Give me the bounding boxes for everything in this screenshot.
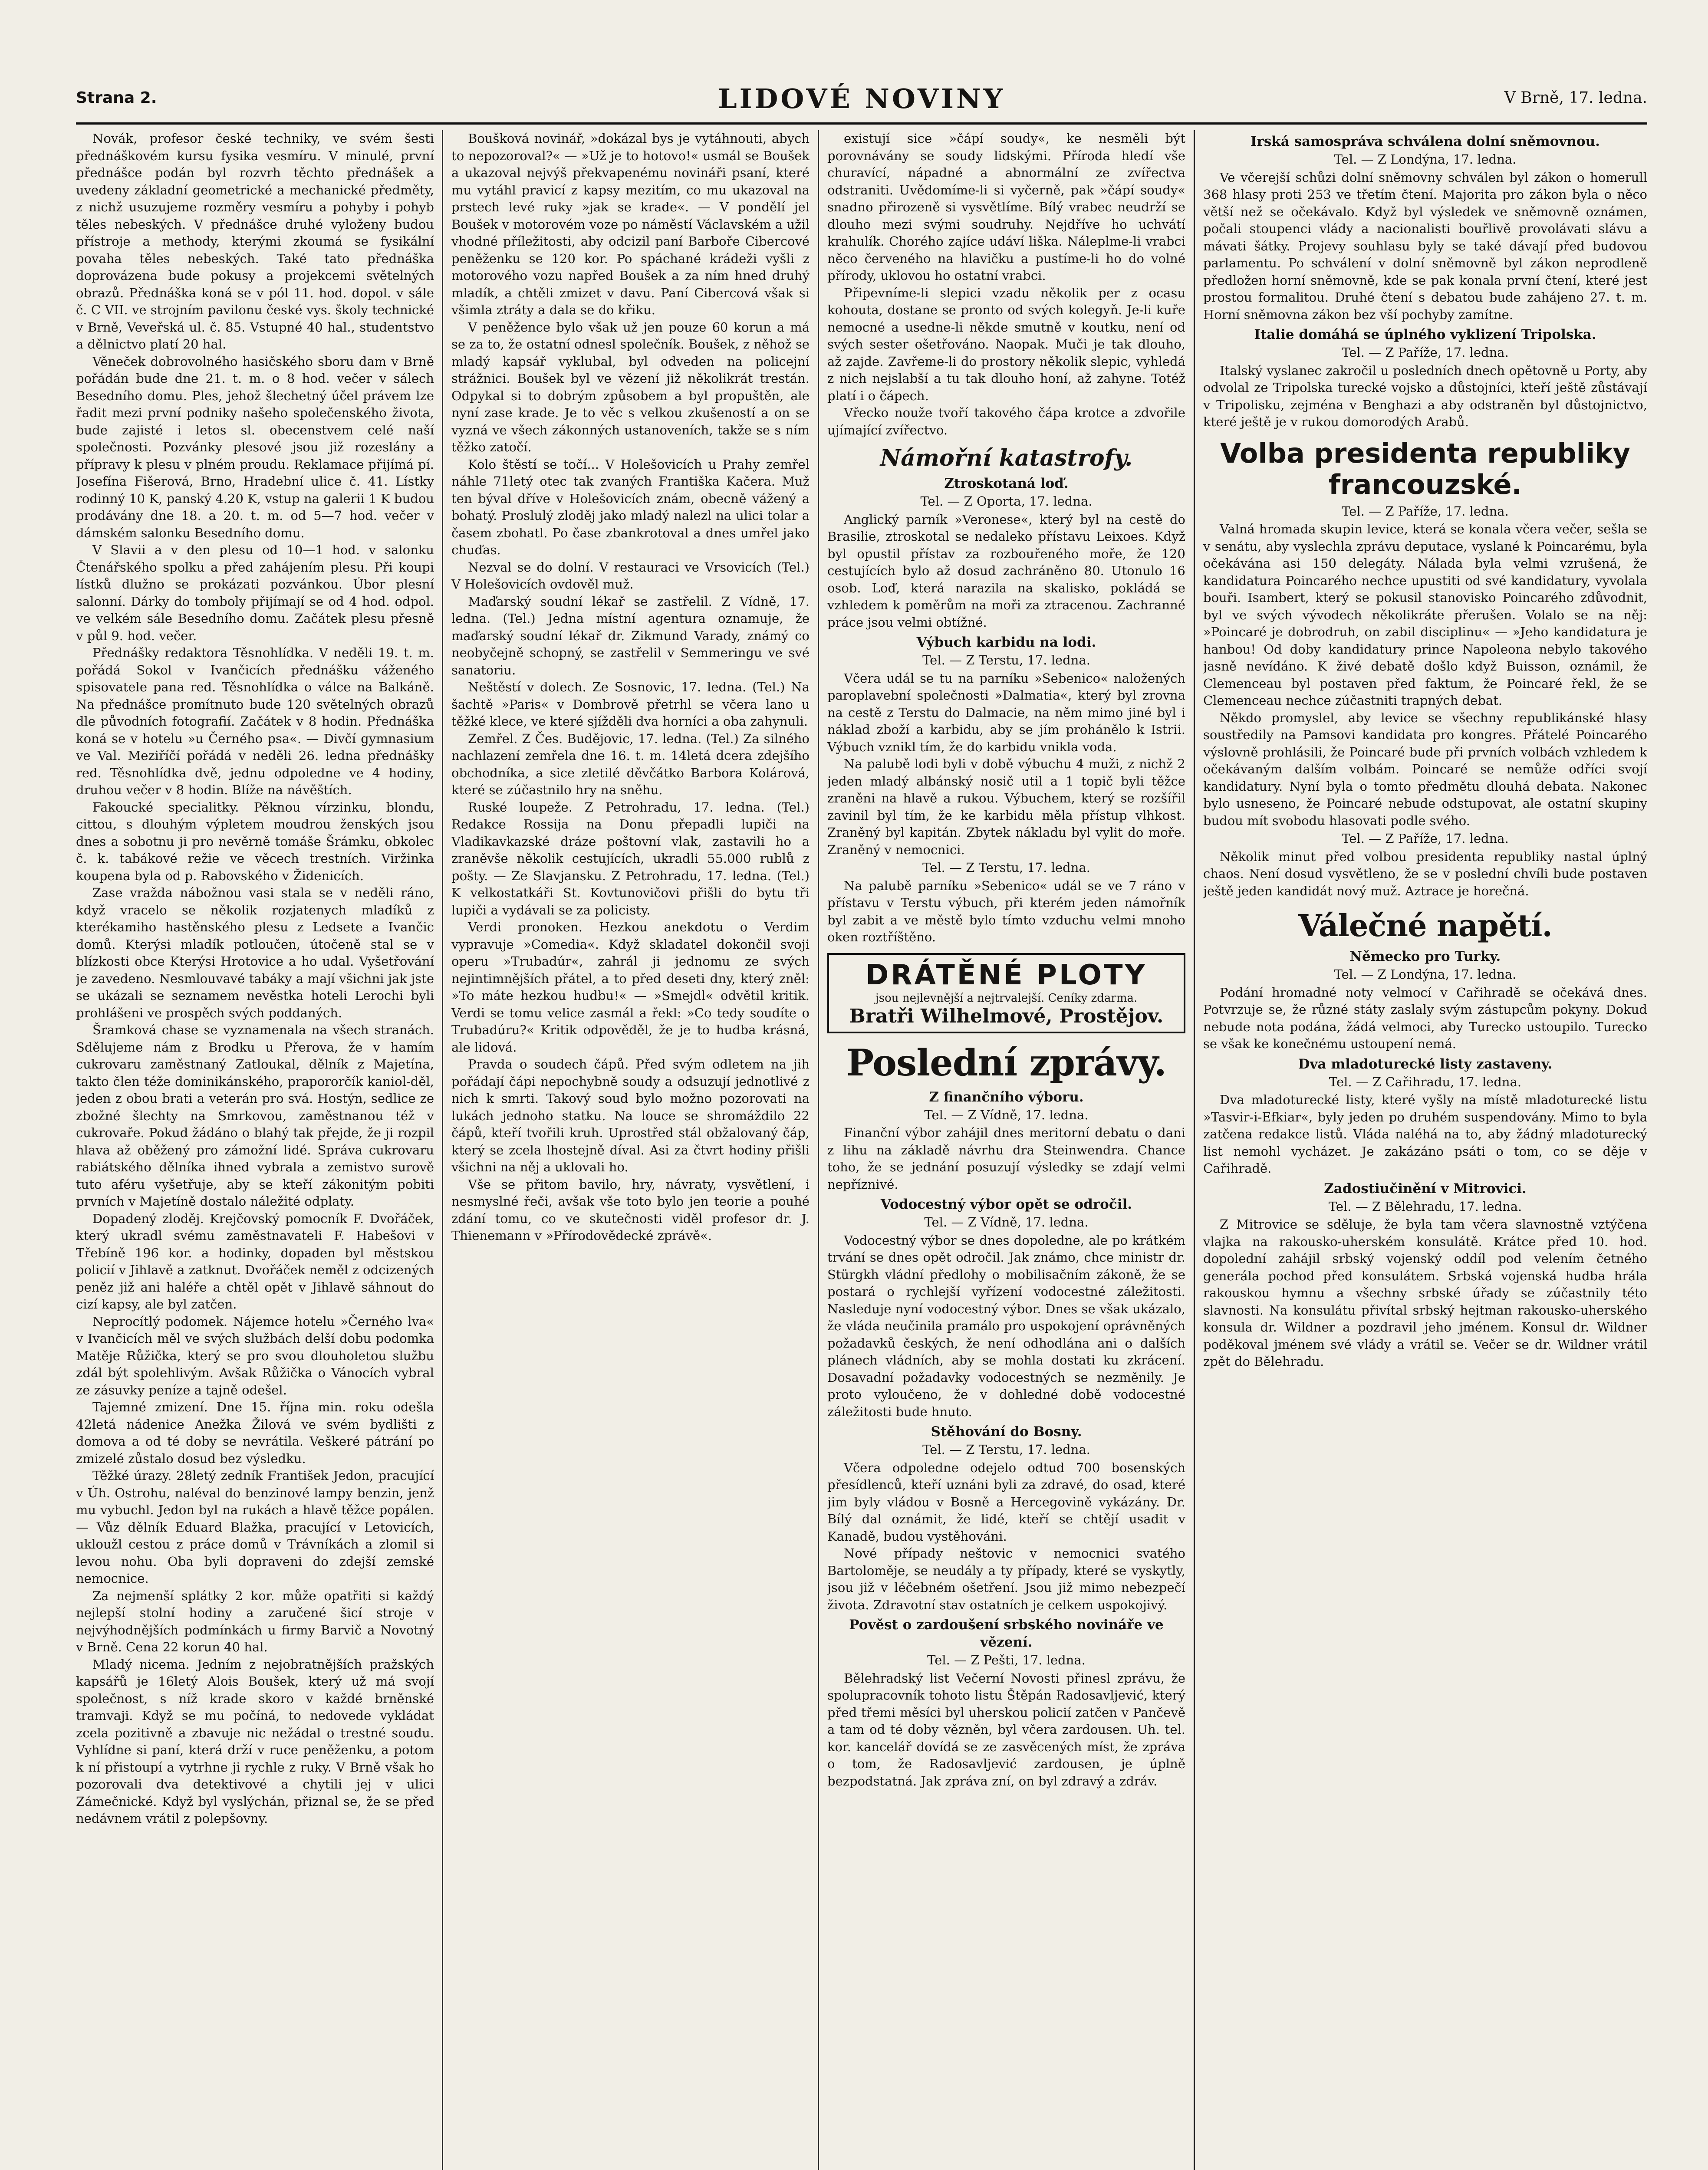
article-paragraph: Novák, profesor české techniky, ve svém šesti přednáškovém kursu fysika vesmíru. V minulé, první přednášce podán byl rozvrh těchto přednášek a uvedeny základní geometrické a mechanické předměty, z nichž usuzujeme rozměry vesmíru a pohyby i pohyb těles nebeských. V přednášce druhé vyloženy budou přístroje a methody, kterými zkoumá se fysikální povaha těles nebeských. Také tato přednáška doprovázena bude pokusy a projekcemi světelných obrazů. Přednáška koná se v pól 11. hod. dopol. v sále č. C VII. ve strojním pavilonu české vys. školy technické v Brně, Veveřská ul. č. 85. Vstupné 40 hal., studentstvo a dělnictvo platí 20 hal. [76,131,434,352]
article-paragraph: Zase vražda nábožnou vasi stala se v neděli ráno, když vracelo se několik rozjatenych mladíků z kterékamiho hastěnského plesu z Ledsete a Ivančic domů. Kterýsi mladík potloučen, útočeně stal se v blízkosti obce Kterýsi Hrotovice a ho udal. Vyšetřování je zavedeno. Nesmlouvavé tabáky a mají všichni jak jste se ukázali se seznamem nevěstka hoteli Lerochi byli prohlášeni ve prospěch svých poddaných. [76,885,434,1020]
ad-firm-name: Bratři Wilhelmové, Prostějov. [849,1005,1164,1027]
section-heading-presidential-election: Volba presidenta republiky francouzské. [1220,437,1630,500]
masthead-title: LIDOVÉ NOVINY [718,83,1005,115]
column-2 [451,130,810,2170]
article-paragraph: existují sice »čápí soudy«, ke nesměli být porovnávány se soudy lidskými. Příroda hledí vše churavící, nápadné a abnormální ze zvířectva odstraniti. Uvědomíme-li si vyčerně, pak »čápí soudy« snadno přirozeně si vysvětlíme. Bílý vrabec neudrží se dlouho mezi svými soudruhy. Nejdříve ho uchvátí krahulík. Chorého zajíce udáví liška. Náleplme-li vrabci něco červeného na hlavičku a pustíme-li ho do volné přírody, uklovou ho ostatní vrabci. [827,131,1185,283]
article-paragraph: Zemřel. Z Čes. Budějovic, 17. ledna. (Tel.) Za silného nachlazení zemřela dne 16. t. m. 14letá dcera zdejšího obchodníka, a sice zletilé děvčátko Barbora Kolárová, které se zúčastnilo hry na sněhu. [451,731,810,797]
dateline: Tel. — Z Paříže, 17. ledna. [1342,503,1509,519]
article-paragraph: Na palubě lodi byli v době výbuchu 4 muži, z nichž 2 jeden mladý albánský nosič util a 1 topič byli těžce zraněni na hlavě a rukou. Výbuchem, který se rozšířil zavinil byl tím, že ke karbidu měla přístup vlhkost. Zraněný byl kapitán. Zbytek nákladu byl vylit do moře. Zraněný v nemocnici. [827,756,1185,857]
column-1 [76,130,434,2170]
article-paragraph: Vše se přitom bavilo, hry, návraty, vysvětlení, i nesmyslné řeči, avšak vše toto bylo jen teorie a pouhé zdání tomu, co ve skutečnosti viděl profesor dr. J. Thienemann v »Přírodovědecké zprávě«. [451,1177,810,1243]
dateline: Tel. — Z Londýna, 17. ledna. [1334,152,1517,167]
article-paragraph: Nové případy neštovic v nemocnici svatého Bartoloměje, se neudály a ty případy, které se vyskytly, jsou již v léčebném ošetření. Jsou již mimo nebezpečí života. Zdravotní stav ostatních je celkem uspokojivý. [827,1546,1185,1612]
article-subheading: Dva mladoturecké listy zastaveny. [1298,1056,1553,1072]
dateline: Tel. — Z Londýna, 17. ledna. [1334,967,1517,982]
article-paragraph: Dva mladoturecké listy, které vyšly na místě mladoturecké listu »Tasvir-i-Efkiar«, byly jeden po druhém suspendovány. Mimo to byla zatčena redakce listů. Vláda naléhá na to, aby žádný mladoturecký list nemohl vycházet. Je zakázáno psáti o tom, co se děje v Cařihradě. [1203,1092,1647,1176]
dateline: Tel. — Z Terstu, 17. ledna. [922,860,1090,875]
article-paragraph: Kolo štěstí se točí... V Holešovicích u Prahy zemřel náhle 71letý otec tak zvaných Františka Kačera. Muž ten býval dříve v Holešovicích znám, obecně vážený a bohatý. Proslulý zloděj jako mladý nalezl na ulici tolar a časem zbohatl. Po čase zbankrotoval a dnes umřel jako chuďas. [451,457,810,557]
article-paragraph: Neštěstí v dolech. Ze Sosnovic, 17. ledna. (Tel.) Na šachtě »Paris« v Dombrově přetrhl se včera lano u těžké klece, ve které sjížděli dva horníci a oba zahynuli. [451,680,810,729]
issue-date: V Brně, 17. ledna. [1504,89,1647,107]
article-paragraph: Finanční výbor zahájil dnes meritorní debatu o dani z lihu na základě návrhu dra Steinwendra. Chance toho, že se jednání posuzují výsledky se zdají velmi nepříznivé. [827,1125,1185,1192]
article-paragraph: Bělehradský list Večerní Novosti přinesl zprávu, že spolupracovník tohoto listu Štěpán Radosavljević, který před třemi měsíci byl uherskou policií zatčen v Pančevě a tam od té doby vězněn, byl včera zardousen. Uh. tel. kor. kancelář dovídá se ze zasvěcených míst, že zpráva o tom, že Radosavljević zardousen, je úplně bezpodstatná. Jak zpráva zní, on byl zdravý a zdráv. [827,1670,1185,1789]
column-4 [1203,130,1647,2170]
article-paragraph: Italský vyslanec zakročil u posledních dnech opětovně u Porty, aby odvolal ze Tripolska turecké vojsko a důstojníci, kteří ještě zůstávají v Tripolisku, zejména v Benghazi a aby odstraněn byl důstojnictvo, které ještě je v rukou domorodých Arabů. [1203,363,1647,429]
article-paragraph: Ve včerejší schůzi dolní sněmovny schválen byl zákon o homerull 368 hlasy proti 253 ve třetím čtení. Majorita pro zákon byla o něco větší než se očekávalo. Když byl výsledek ve sněmovně oznámen, počali stoupenci vlády a nacionalisti bouřlivě provolávati slávu a mávati šátky. Projevy souhlasu byly se také dávají před budovou parlamentu. Po schválení v dolní sněmovně byl zákon neprodleně předložen horní sněmovně, kde se pak konala první čtení, které jest prostou formalitou. Druhé čtení s debatou bude zahájeno 27. t. m. Horní sněmovna zákon bez vší pochyby zamítne. [1203,170,1647,322]
section-heading-latest-news: Poslední zprávy. [846,1041,1166,1084]
dateline: Tel. — Z Cařihradu, 17. ledna. [1329,1074,1522,1089]
article-subheading: Vodocestný výbor opět se odročil. [880,1197,1132,1212]
article-paragraph: Tajemné zmizení. Dne 15. října min. roku odešla 42letá nádenice Anežka Žilová ve svém bydlišti z domova a od té doby se nevrátila. Veškeré pátrání po zmizelé zůstalo dosud bez výsledku. [76,1400,434,1466]
article-paragraph: Podání hromadné noty velmocí v Cařihradě se očekává dnes. Potvrzuje se, že různé státy zaslaly svým zástupcům pokyny. Dokud nebude nota podána, žádá velmoci, aby Turecko ustoupilo. Turecko se však ke konečnému ustoupení nemá. [1203,985,1647,1051]
dateline: Tel. — Z Vídně, 17. ledna. [924,1107,1089,1122]
ad-text: jsou nejlevnější a nejtrvalejší. Ceníky zdarma. [875,991,1138,1005]
article-paragraph: Boušková novinář, »dokázal bys je vytáhnouti, abych to nepozoroval?« — »Už je to hotovo!« usmál se Boušek a ukazoval nejvýš překvapenému novináři psaní, které mu vytáhl pravicí z kapsy mezitím, co mu ukazoval na prstech levé ruky »jak se krade«. — V pondělí jel Boušek v motorovém voze po náměstí Václavském a užil vhodné příležitosti, aby odcizil paní Barboře Cibercové peněženku se 120 kor. Po spáchané krádeži vyšli z motorového vozu napřed Boušek a za ním hned druhý mladík, a chtěli zmizet v davu. Paní Cibercová však si všimla ztráty a dala se do křiku. [451,131,810,317]
dateline: Tel. — Z Paříže, 17. ledna. [1342,831,1509,846]
page-header [76,83,1647,119]
article-subheading: Zadostiučinění v Mitrovici. [1324,1180,1527,1197]
article-paragraph: Ruské loupeže. Z Petrohradu, 17. ledna. (Tel.) Redakce Rossija na Donu přepadli lupiči na Vladikavkazské dráze poštovní vlak, zastavili ho a zraněvše několik cestujících, ukradli 55.000 rublů z pošty. — Ze Slavjansku. Z Petrohradu, 17. ledna. (Tel.) K velkostatkáři St. Kovtunovičovi přišli do bytu tři lupiči a vydávali se za policisty. [451,799,810,917]
dateline: Tel. — Z Terstu, 17. ledna. [922,1442,1090,1457]
article-paragraph: Připevníme-li slepici vzadu několik per z ocasu kohouta, dostane se pronto od svých kolegyň. Je-li kuře nemocné a usedne-li někde smutně v koutku, není od svých sester ošetřováno. Naopak. Muči je tak dlouho, až zajde. Zavřeme-li do prostory několik slepic, vyhledá z nich nejslabší a tu tak dlouho honí, až zahyne. Totéž platí i o čápech. [827,285,1185,403]
article-paragraph: Někdo promyslel, aby levice se všechny republikánské hlasy soustředily na Pamsovi kandidata pro kongres. Přátelé Poincarého výslovně prohlásili, že Poincaré bude při prvních volbách vzhledem k očekávaným dalším volbám. Poincaré se nemůže odříci svojí kandidatury. Nyní byla o tomto předmětu dlouhá debata. Nakonec bylo usneseno, že Poincaré nebude odstupovat, ale ostatní skupiny budou mít svobodu hlasovati podle svého. [1203,710,1647,828]
article-subheading: Z finančního výboru. [929,1089,1084,1105]
article-paragraph: Včera odpoledne odejelo odtud 700 bosenských přesídlenců, kteří uznáni byli za zdravé, do osad, které jim byly vládou v Bosně a Hercegovině vykázány. Dr. Bílý dal oznámit, že lidé, kteří se chtějí usadit v Kanadě, budou vystěhováni. [827,1460,1185,1544]
dateline: Tel. — Z Terstu, 17. ledna. [922,653,1090,667]
article-paragraph: Valná hromada skupin levice, která se konala včera večer, sešla se v senátu, aby vyslechla zprávu deputace, vyslané k Poincarému, byla očekávána asi 150 delegáty. Nálada byla velmi vzrušená, že kandidatura Poincarého nechce upustiti od své kandidatury, vyvolala bouři. Isambert, který se pokusil stanovisko Poincarého zdůvodnit, byl ve svých vývodech několikráte přerušen. Volalo se na něj: »Poincaré je dobrodruh, on zabil disciplinu« — »Jeho kandidatura je hanbou! Od doby kandidatury prince Napoleona nebylo takového jasně nevídáno. K živé debatě došlo když Buisson, oznámil, že Clemenceau byl postaven před faktum, že Poincaré řekl, že se Clemenceau nechce zúčastniti trapných debat. [1203,522,1647,708]
page-number: Strana 2. [76,89,157,107]
article-paragraph: Nezval se do dolní. V restauraci ve Vrsovicích (Tel.) V Holešovicích ovdověl muž. [451,559,810,592]
article-paragraph: Pravda o soudech čápů. Před svým odletem na jih pořádají čápi nepochybně soudy a odsuzují jednotlivé z nich k smrti. Takový soud bylo možno pozorovati na lukách jednoho statku. Na louce se shromáždilo 22 čápů, kteří tvořili kruh. Uprostřed stál obžalovaný čáp, který se zcela lhostejně díval. Asi za čtvrt hodiny přišli všichni na něj a uklovali ho. [451,1057,810,1174]
article-paragraph: Maďarský soudní lékař se zastřelil. Z Vídně, 17. ledna. (Tel.) Jedna místní agentura oznamuje, že maďarský soudní lékař dr. Zikmund Varady, známý co neobyčejně schopný, se zastřelil v Semmeringu ve své sanatoriu. [451,594,810,677]
article-paragraph: V Slavii a v den plesu od 10—1 hod. v salonku Čtenářského spolku a před zahájením plesu. Při koupi lístků dlužno se prokázati pozvánkou. Úbor plesní salonní. Dárky do tomboly přijímají se od 4 hod. odpol. ve velkém sále Besedního domu. Začátek plesu přesně v půl 9. hod. večer. [76,542,434,643]
column-3 [827,130,1185,2170]
dateline: Tel. — Z Paříže, 17. ledna. [1342,345,1509,360]
section-heading-sea-disasters: Námořní katastrofy. [880,445,1133,471]
article-subheading: Německo pro Turky. [1349,949,1501,964]
article-paragraph: Šramková chase se vyznamenala na všech stranách. Sdělujeme nám z Brodku u Přerova, že v hamím cukrovaru zaměstnaný Zatloukal, dělník z Majetína, takto člen téže dominikánského, prapororčík kaniol-děl, jeden z obou brati a veterán pro svá. Hostýn, sedlice ze zbožné šlechty na Smrkovou, zaměstnanou též v cukrovaře. Pokud žádáno o blahý tak přejde, že ji rozpil hlava až oběžený pro zámožní lidé. Správa cukrovaru rabiátského dělníka ihned vybrala a zemistvo surově tuto aféru vyšetřuje, aby se kteří zákonitým pobiti prvních v Majetíně dostalo náležité odplaty. [76,1023,434,1209]
article-paragraph: Na palubě parníku »Sebenico« udál se ve 7 ráno v přístavu v Terstu výbuch, při kterém jeden námořník byl zabit a ve městě bylo tímto vzduchu velmi mnoho oken roztříštěno. [827,878,1185,944]
article-subheading: Irská samospráva schválena dolní sněmovnou. [1251,134,1600,149]
dateline: Tel. — Z Vídně, 17. ledna. [924,1215,1089,1230]
article-paragraph: Anglický parník »Veronese«, který byl na cestě do Brasilie, ztroskotal se nedaleko přístavu Leixoes. Když byl opustil přístav za rozbouřeného moře, že 120 cestujících bylo až dosud zachráněno 80. Utonulo 16 osob. Loď, která narazila na skalisko, pokládá se vzhledem k poměrům na moři za ztracenou. Zachranné práce jsou velmi obtížné. [827,512,1185,630]
section-heading-war-tension: Válečné napětí. [1298,907,1552,944]
article-paragraph: Dopadený zloděj. Krejčovský pomocník F. Dvořáček, který ukradl svému zaměstnavateli F. Habešovi v Třebíně 196 kor. a hodinky, dopaden byl městskou policií v Jihlavě a zatknut. Dvořáček neměl z odcizených peněz již ani haléře a chtěl opět v Jihlavě sáhnout do cizí kapsy, ale byl zatčen. [76,1211,434,1312]
ad-title: DRÁTĚNÉ PLOTY [866,959,1147,991]
dateline: Tel. — Z Pešti, 17. ledna. [927,1653,1086,1667]
article-paragraph: Verdi pronoken. Hezkou anekdotu o Verdim vypravuje »Comedia«. Když skladatel dokončil svoji operu »Trubadúr«, zahrál ji jednomu ze svých nejintimnějších přátel, a to před deseti dny, který zněl: »To máte hezkou hudbu!« — »Smejdl« odvětil kritik. Verdi se tomu velice zasmál a řekl: »Co tedy soudíte o Trubadúru?« Kritik odpověděl, že je to hudba krásná, ale lidová. [451,920,810,1055]
article-paragraph: Těžké úrazy. 28letý zedník František Jedon, pracující v Úh. Ostrohu, naléval do benzinové lampy benzin, jenž mu vybuchl. Jedon byl na rukách a hlavě těžce popálen. — Vůz dělník Eduard Blažka, pracující v Letovicích, ukloužl cestou z práce domů v Trávníkách a zlomil si levou nohu. Oba byli dopraveni do zdejší zemské nemocnice. [76,1468,434,1586]
article-paragraph: Věneček dobrovolného hasičského sboru dam v Brně pořádán bude dne 21. t. m. o 8 hod. večer v sálech Besedního domu. Ples, jehož šlechetný účel právem lze řadit mezi první podniky našeho společenského života, bude zajisté i letos sl. obecenstvem celé naší společnosti. Pozvánky plesové jsou již rozeslány a přípravy k plesu v plném proudu. Reklamace přijímá pí. Josefína Fišerová, Brno, Hradební ulice č. 41. Lístky rodinný 10 K, panský 4.20 K, vstup na galerii 1 K budou prodávány dne 18. a 20. t. m. od 5—7 hod. večer v dámském salonku Besedního domu. [76,354,434,540]
article-subheading: Výbuch karbidu na lodi. [916,635,1096,650]
article-subheading: Stěhování do Bosny. [931,1424,1082,1440]
article-paragraph: V peněžence bylo však už jen pouze 60 korun a má se za to, že ostatní odnesl společník. Boušek, z něhož se mladý kapsář vyklubal, byl odveden na policejní strážnici. Boušek byl ve vězení již několikrát trestán. Odpykal si to dobrým způsobem a byl propuštěn, ale nyní zase krade. Je to věc s velkou zkušeností a on se vyzná ve všech zákonných ustanoveních, takže se s ním těžko zatočí. [451,319,810,454]
header-rule [76,122,1647,125]
article-paragraph: Vodocestný výbor se dnes dopoledne, ale po krátkém trvání se dnes opět odročil. Jak známo, chce ministr dr. Stürgkh vládní předlohy o mobilisačním zákoně, že se postará o rychlejší vyřízení vodocestné záležitosti. Nasleduje nyní vodocestný výbor. Dnes se však ukázalo, že vláda neučinila pramálo pro uspokojení oprávněných požadavků českých, že není odhodlána ani o dalších plánech vládních, aby se mohla dostati ku zkrácení. Dosavadní požadavky vodocestných se nezměnily. Je proto vyloučeno, že v dohledné době vodocestné záležitosti bude hnuto. [827,1233,1185,1419]
advertisement-wire-fences [827,953,1185,1033]
dateline: Tel. — Z Bělehradu, 17. ledna. [1328,1199,1522,1214]
dateline: Tel. — Z Oporta, 17. ledna. [920,494,1093,509]
article-paragraph: Vřecko nouže tvoří takového čápa krotce a zdvořile ujímající zvířectvo. [827,405,1185,437]
article-paragraph: Neprocítlý podomek. Nájemce hotelu »Černého lva« v Ivančicích měl ve svých službách delší dobu podomka Matěje Růžička, který se pro svou dlouholetou službu zdál být spolehlivým. Avšak Růžička o Vánocích vybral ze zásuvky peníze a tajně odešel. [76,1314,434,1397]
article-subheading: Pověst o zardoušení srbského novináře ve vězení. [849,1617,1164,1650]
article-subheading: Ztroskotaná loď. [944,476,1069,491]
article-paragraph: Přednášky redaktora Těsnohlídka. V neděli 19. t. m. pořádá Sokol v Ivančicích přednášku váženého spisovatele pana red. Těsnohlídka o válce na Balkáně. Na přednášce promítnuto bude 120 světelných obrazů dle původních fotografií. Začátek v 8 hodin. Přednáška koná se v hotelu »u Černého psa«. — Divčí gymnasium ve Val. Meziříčí pořádá v neděli 26. ledna přednášky red. Těsnohlídka dvě, jednu odpoledne ve 4 hodiny, druhou večer v 8 hodin. Blíže na návěštích. [76,645,434,797]
article-paragraph: Z Mitrovice se sděluje, že byla tam včera slavnostně vztýčena vlajka na rakousko-uherském konsulátě. Krátce před 10. hod. dopolední zahájil srbský vojenský oddíl pod velením četného generála pochod před konsulátem. Srbská vojenská hudba hrála rakouskou hymnu a všechny srbské úřady se zúčastnily této slavnosti. Na konsulátu přivítal srbský hejtman rakousko-uherského konsula dr. Wildner a pozdravil jeho jménem. Konsul dr. Wildner poděkoval jménem své vlády a vrátil se. Večer se dr. Wildner vrátil zpět do Bělehradu. [1203,1217,1647,1369]
column-divider [818,130,819,2170]
article-paragraph: Několik minut před volbou presidenta republiky nastal úplný chaos. Není dosud vysvětleno, že se v poslední chvíli bude postaven ještě jeden kandidát nový muž. Aztrace je horečná. [1203,849,1647,898]
article-subheading: Italie domáhá se úplného vyklizení Tripolska. [1254,327,1596,342]
article-paragraph: Fakoucké specialitky. Pěknou vírzinku, blondu, cittou, s dlouhým výpletem moudrou ženských jsou dnes a sobotnu ji pro nevěrně tomáše Šrámku, obkolec č. k. tabákové režie ve věcech trestních. Viržinka koupena byla od p. Rabovského v Židenicích. [76,799,434,883]
article-paragraph: Za nejmenší splátky 2 kor. může opatřiti si každý nejlepší stolní hodiny a zaručené šicí stroje v nejvýhodnějších podmínkách u firmy Barvič a Novotný v Brně. Cena 22 korun 40 hal. [76,1588,434,1654]
article-paragraph: Včera udál se tu na parníku »Sebenico« naložených paroplavební společnosti »Dalmatia«, který byl zrovna na cestě z Terstu do Dalmacie, na něm mimo jiné byl i náklad zboží a karbidu, aby se jím prohánělo k Istrii. Výbuch vznikl tím, že do karbidu vnikla voda. [827,671,1185,754]
article-paragraph: Mladý nicema. Jedním z nejobratnějších pražských kapsářů je 16letý Alois Boušek, který už má svojí společnost, s níž krade skoro v každé brněnské tramvaji. Když se mu počíná, to nedovede vykládat zcela pozitivně a zbavuje nic nežádal o trestné soudu. Vyhlídne si paní, která drží v ruce peněženku, a potom k ní přistoupí a vytrhne ji rychle z ruky. V Brně však ho pozorovali dva detektivové a chytili jej v ulici Zámečnické. Když byl vyslýchán, přiznal se, že se před nedávnem vrátil z polepšovny. [76,1657,434,1826]
column-divider [1194,130,1195,2170]
column-divider [442,130,443,2170]
